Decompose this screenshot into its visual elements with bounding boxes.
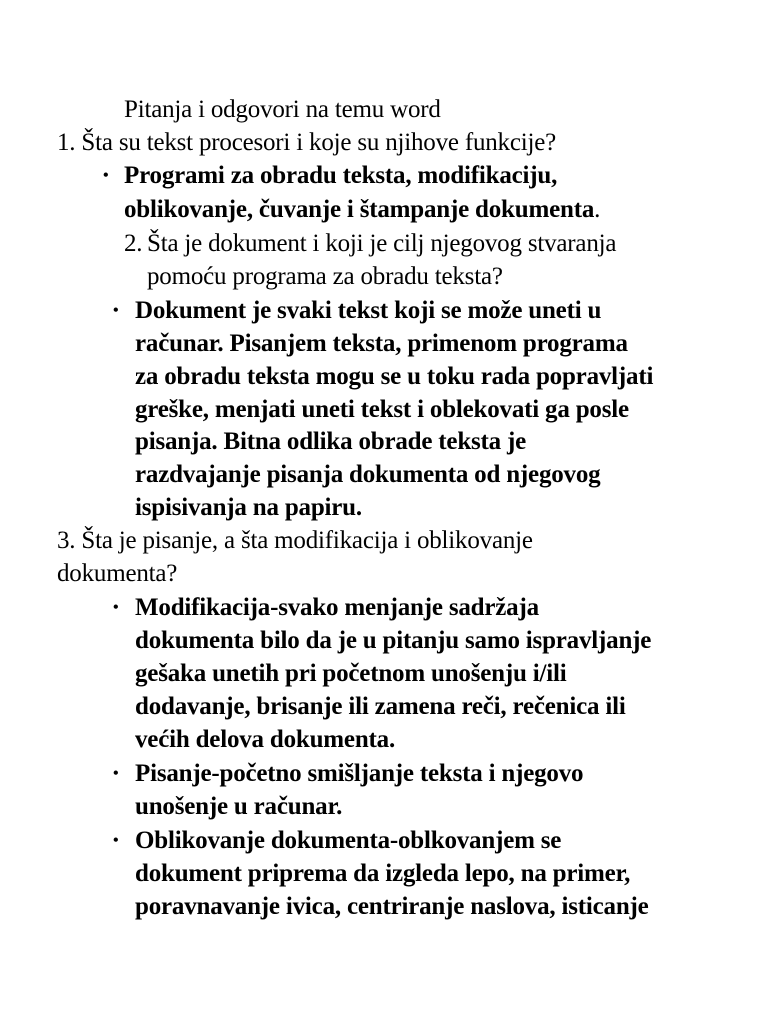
question-2-line-1: Šta je dokument i koji je cilj njegovog stvaranja bbox=[147, 230, 617, 257]
bullet-icon: • bbox=[113, 599, 119, 616]
page-title: Pitanja i odgovori na temu word bbox=[124, 96, 441, 123]
answer-2-line-2: računar. Pisanjem teksta, primenom programa bbox=[135, 330, 628, 357]
question-1-number: 1. bbox=[57, 129, 76, 156]
question-2-number: 2. bbox=[124, 230, 143, 257]
answer-3-1-line-5: većih delova dokumenta. bbox=[135, 726, 395, 753]
answer-2-line-1: Dokument je svaki tekst koji se može uneti u bbox=[135, 297, 602, 324]
answer-3-3-line-1: Oblikovanje dokumenta-oblkovanjem se bbox=[135, 827, 562, 854]
bullet-icon: • bbox=[113, 832, 119, 849]
answer-2-line-4: greške, menjati uneti tekst i oblekovati ga posle bbox=[135, 396, 629, 423]
answer-3-1-line-2: dokumenta bilo da je u pitanju samo ispravljanje bbox=[135, 627, 652, 654]
answer-1-line-2 bbox=[124, 194, 600, 226]
question-3-line-2: dokumenta? bbox=[57, 560, 178, 587]
answer-3-2-line-1: Pisanje-početno smišljanje teksta i njegovo bbox=[135, 760, 584, 787]
answer-1-line-1: Programi za obradu teksta, modifikaciju, bbox=[124, 162, 558, 189]
answer-3-3-line-3: poravnavanje ivica, centriranje naslova, isticanje bbox=[135, 893, 649, 920]
answer-3-1-line-1: Modifikacija-svako menjanje sadržaja bbox=[135, 594, 539, 621]
answer-2-line-5: pisanja. Bitna odlika obrade teksta je bbox=[135, 428, 527, 455]
bullet-icon: • bbox=[103, 167, 109, 184]
answer-3-1-line-3: gešaka unetih pri početnom unošenju i/ili bbox=[135, 660, 567, 687]
question-1-text: Šta su tekst procesori i koje su njihove funkcije? bbox=[81, 129, 557, 156]
answer-1-period: . bbox=[594, 196, 601, 223]
answer-3-3-line-2: dokument priprema da izgleda lepo, na primer, bbox=[135, 860, 631, 887]
bullet-icon: • bbox=[113, 302, 119, 319]
bullet-icon: • bbox=[113, 765, 119, 782]
answer-3-2-line-2: unošenje u računar. bbox=[135, 793, 343, 820]
answer-2-line-3: za obradu teksta mogu se u toku rada popravljati bbox=[135, 363, 654, 390]
question-1 bbox=[57, 127, 556, 159]
answer-1-line-2-text: oblikovanje, čuvanje i štampanje dokumenta bbox=[124, 196, 595, 223]
question-3-line-1: 3. Šta je pisanje, a šta modifikacija i oblikovanje bbox=[57, 527, 533, 554]
answer-2-line-7: ispisivanja na papiru. bbox=[135, 494, 362, 521]
answer-3-1-line-4: dodavanje, brisanje ili zamena reči, rečenica ili bbox=[135, 693, 626, 720]
answer-2-line-6: razdvajanje pisanja dokumenta od njegovog bbox=[135, 461, 601, 488]
question-2-line-2: pomoću programa za obradu teksta? bbox=[147, 263, 503, 290]
